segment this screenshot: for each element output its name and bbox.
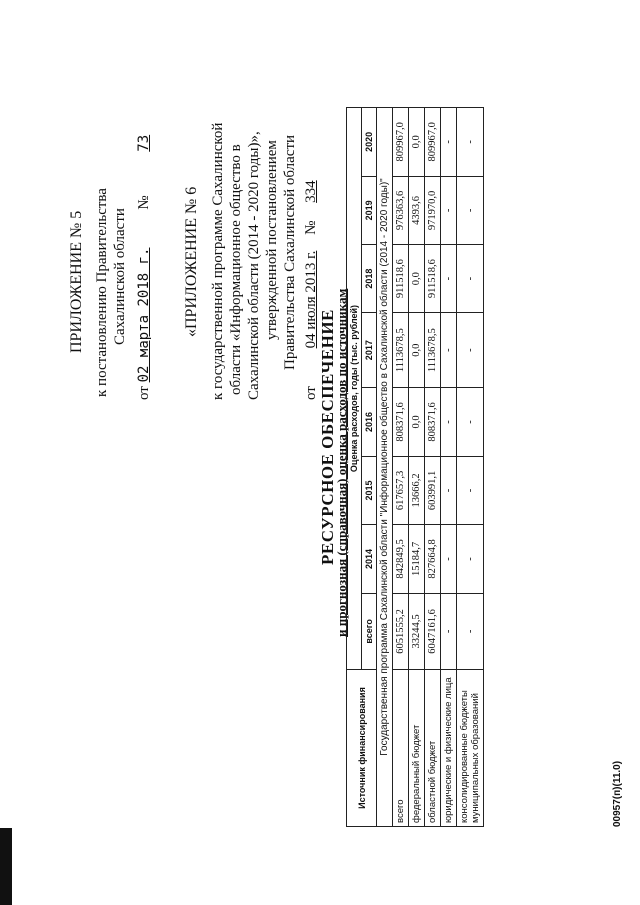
cell-value: 842849,5 — [393, 525, 409, 594]
cell-value: 808371,6 — [393, 388, 409, 457]
program-row-label: Государственная программа Сахалинской области "Информационное общество в Сахалинской области (2014 - 2020 годы)" — [377, 108, 393, 827]
cell-value: - — [441, 176, 457, 245]
cell-value: - — [457, 593, 484, 669]
cell-value: 976363,6 — [393, 176, 409, 245]
table-row — [425, 108, 441, 827]
resolution-date — [136, 135, 153, 400]
cell-value: 911518,6 — [393, 245, 409, 313]
table-row — [441, 108, 457, 827]
program-date-prefix: от — [303, 386, 319, 400]
cell-value: - — [441, 313, 457, 388]
col-estimate-header: Оценка расходов, годы (тыс. рублей) — [347, 108, 362, 670]
table-row — [393, 108, 409, 827]
cell-value: - — [441, 245, 457, 313]
cell-value: - — [441, 593, 457, 669]
cell-value: 6047161,6 — [425, 593, 441, 669]
cell-value: 4393,6 — [409, 176, 425, 245]
row-source: областной бюджет — [425, 670, 441, 827]
cell-value: - — [457, 108, 484, 177]
cell-value: 1113678,5 — [393, 313, 409, 388]
cell-value: 617657,3 — [393, 456, 409, 525]
doc-subtitle: и прогнозная (справочная) оценка расходов по источникам — [334, 288, 349, 637]
year-header: 2018 — [362, 245, 377, 313]
cell-value: 603991,1 — [425, 456, 441, 525]
year-header: всего — [362, 593, 377, 669]
program-line1: к государственной программе Сахалинской — [210, 122, 226, 400]
cell-value: - — [441, 108, 457, 177]
program-date-value: 04 июля 2013 г. — [303, 250, 319, 349]
row-source: консолидированные бюджеты муниципальных образований — [457, 670, 484, 827]
cell-value: 827664,8 — [425, 525, 441, 594]
appendix6-title: «ПРИЛОЖЕНИЕ № 6 — [183, 186, 200, 337]
cell-value: 0,0 — [409, 108, 425, 177]
cell-value: 808371,6 — [425, 388, 441, 457]
program-number-label: № — [303, 220, 319, 235]
row-source: всего — [393, 670, 409, 827]
number-value: 73 — [136, 134, 152, 152]
cell-value: - — [457, 388, 484, 457]
cell-value: 1113678,5 — [425, 313, 441, 388]
cell-value: 6051555,2 — [393, 593, 409, 669]
cell-value: 911518,6 — [425, 245, 441, 313]
program-line4: утвержденной постановлением — [264, 140, 280, 340]
footer-code: 00957(п)(11.0) — [612, 760, 623, 827]
cell-value: 33244,5 — [409, 593, 425, 669]
program-line2: области «Информационное общество в — [228, 144, 244, 395]
date-prefix: от — [136, 386, 152, 400]
program-row — [377, 108, 393, 827]
table-header-row — [347, 108, 362, 827]
cell-value: 809967,0 — [425, 108, 441, 177]
appendix-title: ПРИЛОЖЕНИЕ № 5 — [68, 210, 85, 353]
cell-value: 15184,7 — [409, 525, 425, 594]
cell-value: 809967,0 — [393, 108, 409, 177]
resolution-line2: Сахалинской области — [112, 208, 128, 345]
resolution-line1: к постановлению Правительства — [94, 188, 110, 397]
cell-value: 0,0 — [409, 245, 425, 313]
row-source: юридические и физические лица — [441, 670, 457, 827]
year-header: 2016 — [362, 388, 377, 457]
cell-value: - — [457, 176, 484, 245]
cell-value: - — [457, 525, 484, 594]
cell-value: - — [441, 388, 457, 457]
cell-value: 971970,0 — [425, 176, 441, 245]
number-label: № — [136, 195, 152, 210]
year-header: 2019 — [362, 176, 377, 245]
program-line5: Правительства Сахалинской области — [282, 134, 298, 370]
table-row — [457, 108, 484, 827]
cell-value: 0,0 — [409, 313, 425, 388]
cell-value: - — [457, 456, 484, 525]
doc-title: РЕСУРСНОЕ ОБЕСПЕЧЕНИЕ — [318, 309, 337, 565]
date-handwritten: 02 марта 2018 г. — [136, 247, 152, 383]
cell-value: 13666,2 — [409, 456, 425, 525]
year-header: 2017 — [362, 313, 377, 388]
table-row — [409, 108, 425, 827]
cell-value: - — [457, 245, 484, 313]
program-number-value: 334 — [303, 180, 319, 203]
cell-value: - — [457, 313, 484, 388]
program-line3: Сахалинской области (2014 - 2020 годы)», — [246, 131, 262, 400]
year-header: 2015 — [362, 456, 377, 525]
year-header: 2014 — [362, 525, 377, 594]
col-source-header: Источник финансирования — [347, 670, 377, 827]
cell-value: 0,0 — [409, 388, 425, 457]
row-source: федеральный бюджет — [409, 670, 425, 827]
cell-value: - — [441, 525, 457, 594]
cell-value: - — [441, 456, 457, 525]
year-header: 2020 — [362, 108, 377, 177]
resources-table — [346, 107, 484, 827]
scan-edge-mark — [0, 828, 12, 905]
